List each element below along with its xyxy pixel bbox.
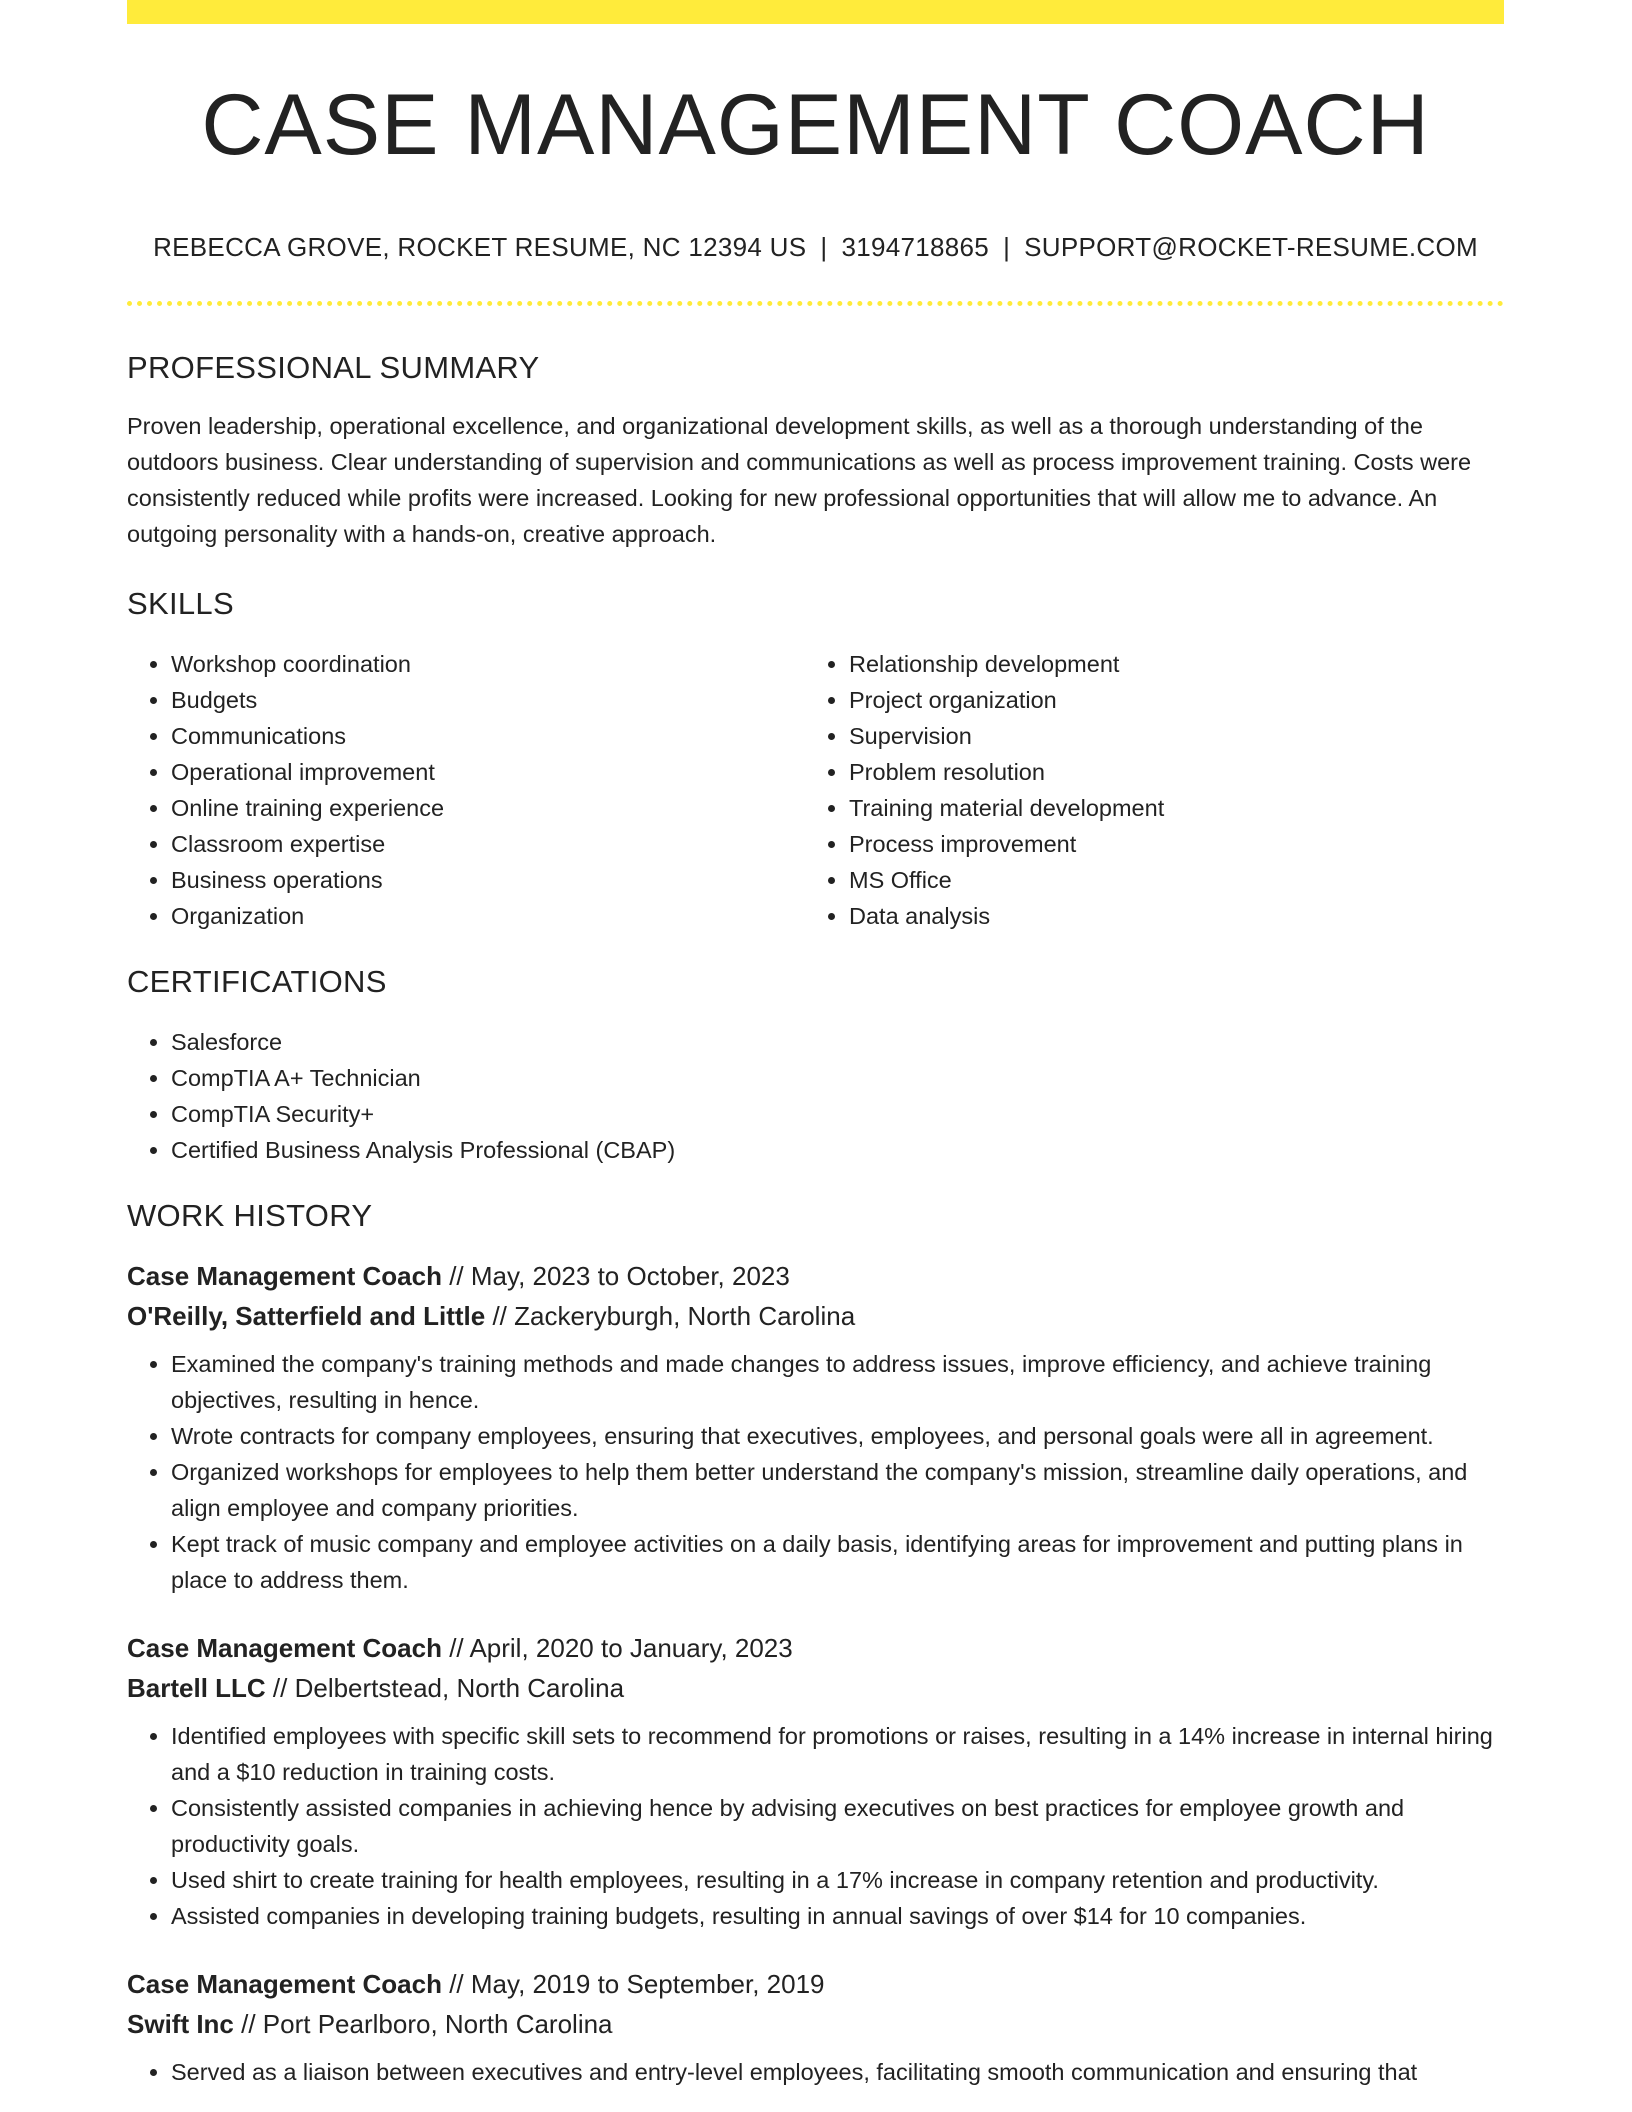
contact-line xyxy=(127,232,1504,263)
job-entry xyxy=(127,1628,1504,1934)
job-bullet: • Examined the company's training methods and made changes to address issues, improve efficiency, and achieve training objectives, resulting in hence. xyxy=(171,1346,1504,1418)
summary-heading: PROFESSIONAL SUMMARY xyxy=(127,350,540,385)
skill-item: • Classroom expertise xyxy=(171,826,805,862)
skill-item: • Operational improvement xyxy=(171,754,805,790)
summary-text: Proven leadership, operational excellence, and organizational development skills, as well as a thorough understanding of the outdoors business. Clear understanding of supervision and communications as well as process improvement training. Costs were consistently reduced while profits were increased. Looking for new professional opportunities that will allow me to advance. An outgoing personality with a hands-on, creative approach. xyxy=(127,413,1472,547)
job-location: // Delbertstead, North Carolina xyxy=(265,1673,625,1703)
job-bullet: • Assisted companies in developing training budgets, resulting in annual savings of over $14 for 10 companies. xyxy=(171,1898,1504,1934)
job-bullet: • Kept track of music company and employee activities on a daily basis, identifying areas for improvement and putting plans in place to address them. xyxy=(171,1526,1504,1598)
job-dates: // May, 2019 to September, 2019 xyxy=(441,1969,825,1999)
skill-item: • Business operations xyxy=(171,862,805,898)
skills-heading: SKILLS xyxy=(127,586,234,621)
skill-item: • Workshop coordination xyxy=(171,646,805,682)
job-bullets xyxy=(127,2054,1504,2090)
certifications-heading: CERTIFICATIONS xyxy=(127,964,387,999)
contact-separator: | xyxy=(1003,232,1011,262)
job-entry xyxy=(127,1964,1504,2090)
job-role-line xyxy=(127,1628,1504,1668)
job-bullets xyxy=(127,1718,1504,1934)
skill-item: • Training material development xyxy=(849,790,1483,826)
job-bullet: • Wrote contracts for company employees, ensuring that executives, employees, and personal goals were all in agreement. xyxy=(171,1418,1504,1454)
skill-item: • Process improvement xyxy=(849,826,1483,862)
job-company-line xyxy=(127,2004,1504,2044)
job-role: Case Management Coach xyxy=(127,1633,442,1663)
certification-item: • CompTIA Security+ xyxy=(171,1096,1504,1132)
skills-columns xyxy=(127,646,1504,934)
skill-item: • Data analysis xyxy=(849,898,1483,934)
job-location: // Port Pearlboro, North Carolina xyxy=(233,2009,613,2039)
skills-list-right xyxy=(805,646,1483,934)
job-company: Bartell LLC xyxy=(127,1673,266,1703)
skill-item: • Supervision xyxy=(849,718,1483,754)
contact-email: SUPPORT@ROCKET-RESUME.COM xyxy=(1024,232,1478,262)
skill-item: • MS Office xyxy=(849,862,1483,898)
job-role-line xyxy=(127,1256,1504,1296)
job-company-line xyxy=(127,1668,1504,1708)
dotted-divider xyxy=(127,301,1504,306)
contact-phone: 3194718865 xyxy=(841,232,990,262)
skill-item: • Organization xyxy=(171,898,805,934)
job-entry xyxy=(127,1256,1504,1598)
job-bullet: • Organized workshops for employees to help them better understand the company's mission, streamline daily operations, and align employee and company priorities. xyxy=(171,1454,1504,1526)
work-history-heading: WORK HISTORY xyxy=(127,1198,373,1233)
job-role: Case Management Coach xyxy=(127,1969,442,1999)
certification-item: • Certified Business Analysis Professional (CBAP) xyxy=(171,1132,1504,1168)
job-company: Swift Inc xyxy=(127,2009,234,2039)
job-dates: // May, 2023 to October, 2023 xyxy=(441,1261,790,1291)
job-bullet: • Used shirt to create training for health employees, resulting in a 17% increase in company retention and productivity. xyxy=(171,1862,1504,1898)
skill-item: • Budgets xyxy=(171,682,805,718)
skill-item: • Online training experience xyxy=(171,790,805,826)
skill-item: • Project organization xyxy=(849,682,1483,718)
accent-top-bar xyxy=(127,0,1504,24)
skill-item: • Problem resolution xyxy=(849,754,1483,790)
contact-address: REBECCA GROVE, ROCKET RESUME, NC 12394 US xyxy=(153,232,807,262)
job-location: // Zackeryburgh, North Carolina xyxy=(485,1301,856,1331)
certifications-list xyxy=(127,1024,1504,1168)
skill-item: • Communications xyxy=(171,718,805,754)
certification-item: • Salesforce xyxy=(171,1024,1504,1060)
job-bullet: • Identified employees with specific skill sets to recommend for promotions or raises, resulting in a 14% increase in internal hiring and a $10 reduction in training costs. xyxy=(171,1718,1504,1790)
job-role-line xyxy=(127,1964,1504,2004)
job-role: Case Management Coach xyxy=(127,1261,442,1291)
job-bullet: • Served as a liaison between executives and entry-level employees, facilitating smooth communication and ensuring that xyxy=(171,2054,1504,2090)
job-dates: // April, 2020 to January, 2023 xyxy=(441,1633,793,1663)
skill-item: • Relationship development xyxy=(849,646,1483,682)
job-company-line xyxy=(127,1296,1504,1336)
skills-list-left xyxy=(127,646,805,934)
resume-page xyxy=(127,0,1504,2090)
certification-item: • CompTIA A+ Technician xyxy=(171,1060,1504,1096)
job-company: O'Reilly, Satterfield and Little xyxy=(127,1301,486,1331)
resume-title: CASE MANAGEMENT COACH xyxy=(201,77,1430,173)
job-bullet: • Consistently assisted companies in achieving hence by advising executives on best practices for employee growth and productivity goals. xyxy=(171,1790,1504,1862)
contact-separator: | xyxy=(820,232,828,262)
job-bullets xyxy=(127,1346,1504,1598)
